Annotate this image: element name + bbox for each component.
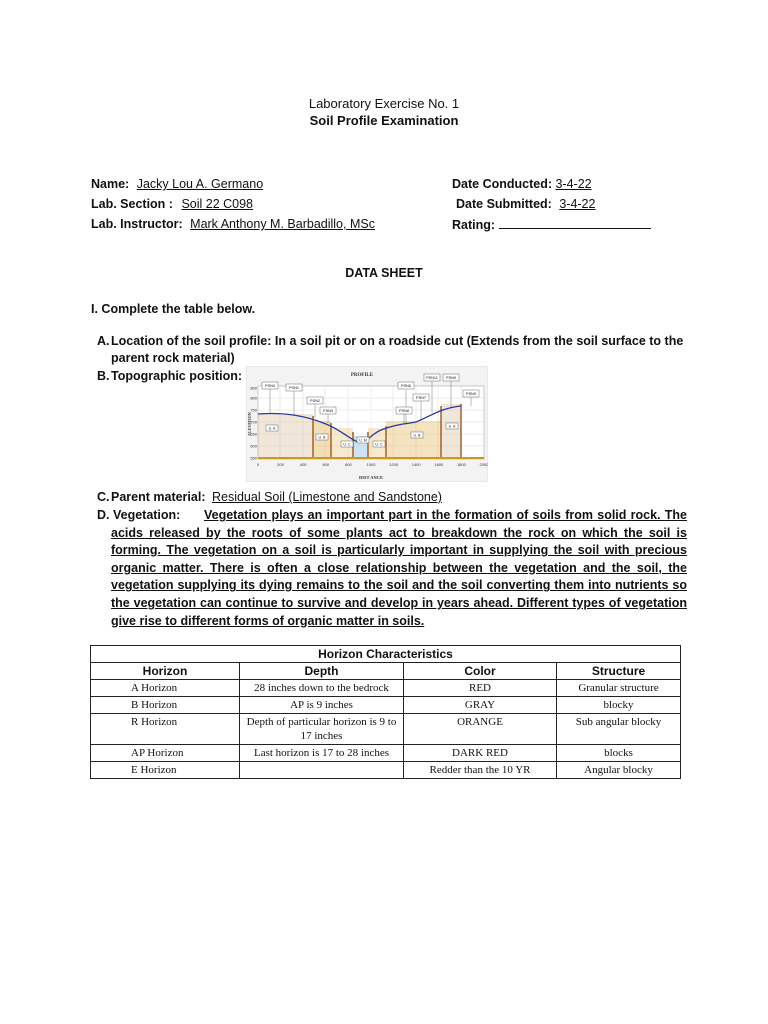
depth-cell [240,762,404,779]
document-title: Soil Profile Examination [309,113,459,128]
unit-band [441,404,461,459]
table-row [91,697,681,714]
x-tick-label: 1400 [411,462,421,467]
structure-cell: Granular structure [557,680,681,697]
instructor-label: Lab. Instructor: [91,217,183,231]
instructor-value: Mark Anthony M. Barbadillo, MSc [190,217,375,231]
table-row [91,745,681,762]
structure-cell: Angular blocky [557,762,681,779]
horizon-cell: B Horizon [91,697,240,714]
name-label: Name: [91,177,130,191]
profile-y-label: ELEVATION [247,412,252,436]
header-structure: Structure [557,663,681,680]
unit-label: U. C [375,442,383,447]
rating-row [452,217,651,232]
table-row [91,680,681,697]
exercise-title: Laboratory Exercise No. 1 [308,96,460,111]
structure-cell: blocky [557,697,681,714]
station-label: PSN4 [265,384,275,388]
horizon-characteristics-table [90,645,681,779]
date-conducted-value: 3-4-22 [555,177,592,191]
station-label: PSN6 [401,384,411,388]
color-cell: GRAY [404,697,557,714]
name-row [91,177,263,191]
y-tick-label: 750 [250,407,257,413]
y-tick-label: 850 [250,385,257,391]
date-conducted-label: Date Conducted: [452,177,552,191]
date-submitted-row [456,197,595,211]
item-c-label: C. [97,490,110,504]
item-c-text-label: Parent material: [111,490,206,504]
station-label: PSN2 [310,399,320,403]
y-tick-label: 800 [250,395,257,401]
station-label: PSN11 [426,376,438,380]
horizon-cell: R Horizon [91,714,240,745]
x-tick-label: 800 [345,462,352,467]
depth-cell: Depth of particular horizon is 9 to 17 inches [240,714,404,745]
station-label: PSN1 [289,386,299,390]
header-depth: Depth [240,663,404,680]
date-conducted-row [452,177,592,191]
item-b-label: B. [97,369,110,383]
station-label: PSN3 [323,409,333,413]
section-value: Soil 22 C098 [181,197,254,211]
color-cell: Redder than the 10 YR [404,762,557,779]
unit-label: U. M [359,438,367,443]
color-cell: RED [404,680,557,697]
profile-x-label: DIST ANCE [358,475,384,480]
y-tick-label: 550 [250,455,257,461]
rating-label: Rating: [452,218,496,232]
table-row [91,714,681,745]
item-a-label: A. [97,334,110,348]
depth-cell: Last horizon is 17 to 28 inches [240,745,404,762]
depth-cell: 28 inches down to the bedrock [240,680,404,697]
x-tick-label: 1600 [434,462,444,467]
header-horizon: Horizon [91,663,240,680]
y-tick-label: 700 [250,419,257,425]
rating-blank-line [499,217,651,229]
item-b [97,369,242,383]
date-submitted-value: 3-4-22 [559,197,596,211]
y-tick-label: 650 [250,431,257,437]
horizon-cell: E Horizon [91,762,240,779]
header-color: Color [404,663,557,680]
item-a-text: Location of the soil profile: In a soil pit or on a roadside cut (Extends from the soil surface to the parent rock material) [111,334,684,365]
item-d-text: Vegetation plays an important part in the formation of soils from solid rock. The acids released by the roots of some plants act to breakdown the rock on which the soil is forming. The vegetation on a soil is particularly important in supplying the soil with precious organic matter. There is often a close relationship between the vegetation and the soil, the vegetation supplying its dying remains to the soil and the soil converting them into nutrients so the vegetation can continue to survive and develop in years ahead. Different types of vegetation give rise to different forms of organic matter in soils. [111,508,687,628]
section-row [91,197,253,211]
station-label: PSN9 [446,376,456,380]
topographic-profile-figure [246,366,488,482]
unit-label: U. A [448,424,456,429]
unit-label: U. B [318,435,326,440]
date-submitted-label: Date Submitted: [456,197,552,211]
x-tick-label: 600 [322,462,330,467]
item-c-value: Residual Soil (Limestone and Sandstone) [211,490,442,504]
unit-band [258,414,313,459]
item-d-label: D. Vegetation: [97,508,181,522]
x-tick-label: 1000 [366,462,376,467]
station-label: PSN5 [466,392,476,396]
section-1-heading: I. Complete the table below. [91,302,256,316]
table-row [91,762,681,779]
unit-band [386,421,441,459]
y-tick-label: 600 [250,443,257,449]
structure-cell: blocks [557,745,681,762]
table-caption: Horizon Characteristics [91,646,681,663]
unit-label: U. A [268,426,276,431]
x-tick-label: 400 [299,462,307,467]
name-value: Jacky Lou A. Germano [136,177,264,191]
item-b-text: Topographic position: [111,369,242,383]
unit-label: U. B [413,433,421,438]
x-tick-label: 1200 [389,462,399,467]
horizon-cell: AP Horizon [91,745,240,762]
structure-cell: Sub angular blocky [557,714,681,745]
station-label: PSN8 [399,409,409,413]
item-c [97,490,442,504]
x-tick-label: 0 [256,462,260,467]
item-d [97,507,687,630]
x-tick-label: 200 [277,462,284,467]
color-cell: DARK RED [404,745,557,762]
color-cell: ORANGE [404,714,557,745]
unit-label: U. C [343,442,351,447]
profile-title: PROFILE [350,373,374,378]
datasheet-heading: DATA SHEET [345,266,423,280]
item-a [97,333,697,367]
horizon-cell: A Horizon [91,680,240,697]
instructor-row [91,217,375,231]
station-label: PSN7 [416,396,426,400]
x-tick-label: 1800 [456,462,466,467]
depth-cell: AP is 9 inches [240,697,404,714]
x-tick-label: 2000 [479,462,488,467]
section-label: Lab. Section : [91,197,173,211]
